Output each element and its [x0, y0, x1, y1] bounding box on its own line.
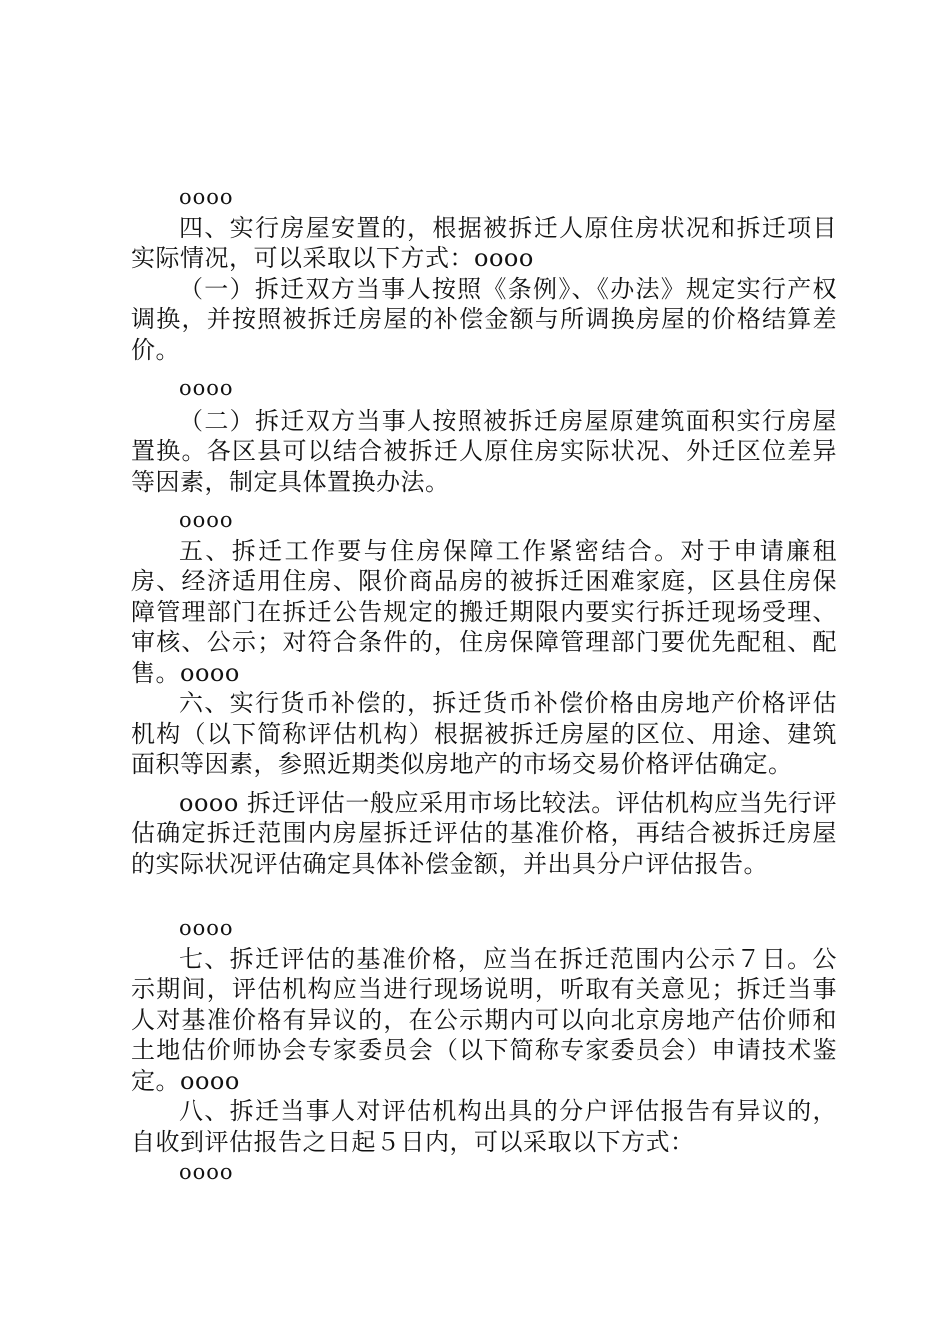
paragraph-marker: oooo — [179, 916, 234, 940]
spacer — [131, 365, 837, 373]
spacer — [131, 879, 837, 913]
paragraph-item-one: （一）拆迁双方当事人按照《条例》、《办法》规定实行产权调换，并按照被拆迁房屋的补偿金额与所调换房屋的价格结算差价。 — [131, 274, 837, 364]
paragraph-section-eight: 八、拆迁当事人对评估机构出具的分户评估报告有异议的，自收到评估报告之日起５日内，可以采取以下方式： — [131, 1097, 837, 1156]
paragraph-marker: oooo — [179, 508, 234, 532]
spacer — [131, 497, 837, 505]
paragraph-item-two: （二）拆迁双方当事人按照被拆迁房屋原建筑面积实行房屋置换。各区县可以结合被拆迁人原住房实际状况、外迁区位差异等因素，制定具体置换办法。 — [131, 406, 837, 496]
paragraph-marker: oooo — [179, 376, 234, 400]
paragraph-section-four: 四、实行房屋安置的，根据被拆迁人原住房状况和拆迁项目实际情况，可以采取以下方式：oooo — [131, 213, 837, 272]
paragraph-section-six: 六、实行货币补偿的，拆迁货币补偿价格由房地产价格评估机构（以下简称评估机构）根据被拆迁房屋的区位、用途、建筑面积等因素，参照近期类似房地产的市场交易价格评估确定。 — [131, 689, 837, 778]
spacer — [131, 780, 837, 788]
paragraph-marker: oooo — [179, 185, 234, 209]
document-body — [131, 182, 837, 1188]
paragraph-section-five: 五、拆迁工作要与住房保障工作紧密结合。对于申请廉租房、经济适用住房、限价商品房的被拆迁困难家庭，区县住房保障管理部门在拆迁公告规定的搬迁期限内要实行拆迁现场受理、审核、公示；对符合条件的，住房保障管理部门要优先配租、配售。oooo — [131, 536, 837, 687]
paragraph-evaluation-method: oooo 拆迁评估一般应采用市场比较法。评估机构应当先行评估确定拆迁范围内房屋拆迁评估的基准价格，再结合被拆迁房屋的实际状况评估确定具体补偿金额，并出具分户评估报告。 — [131, 788, 837, 878]
paragraph-marker: oooo — [179, 1160, 234, 1184]
paragraph-section-seven: 七、拆迁评估的基准价格，应当在拆迁范围内公示７日。公示期间，评估机构应当进行现场说明，听取有关意见；拆迁当事人对基准价格有异议的，在公示期内可以向北京房地产估价师和土地估价师协会专家委员会（以下简称专家委员会）申请技术鉴定。oooo — [131, 944, 837, 1095]
